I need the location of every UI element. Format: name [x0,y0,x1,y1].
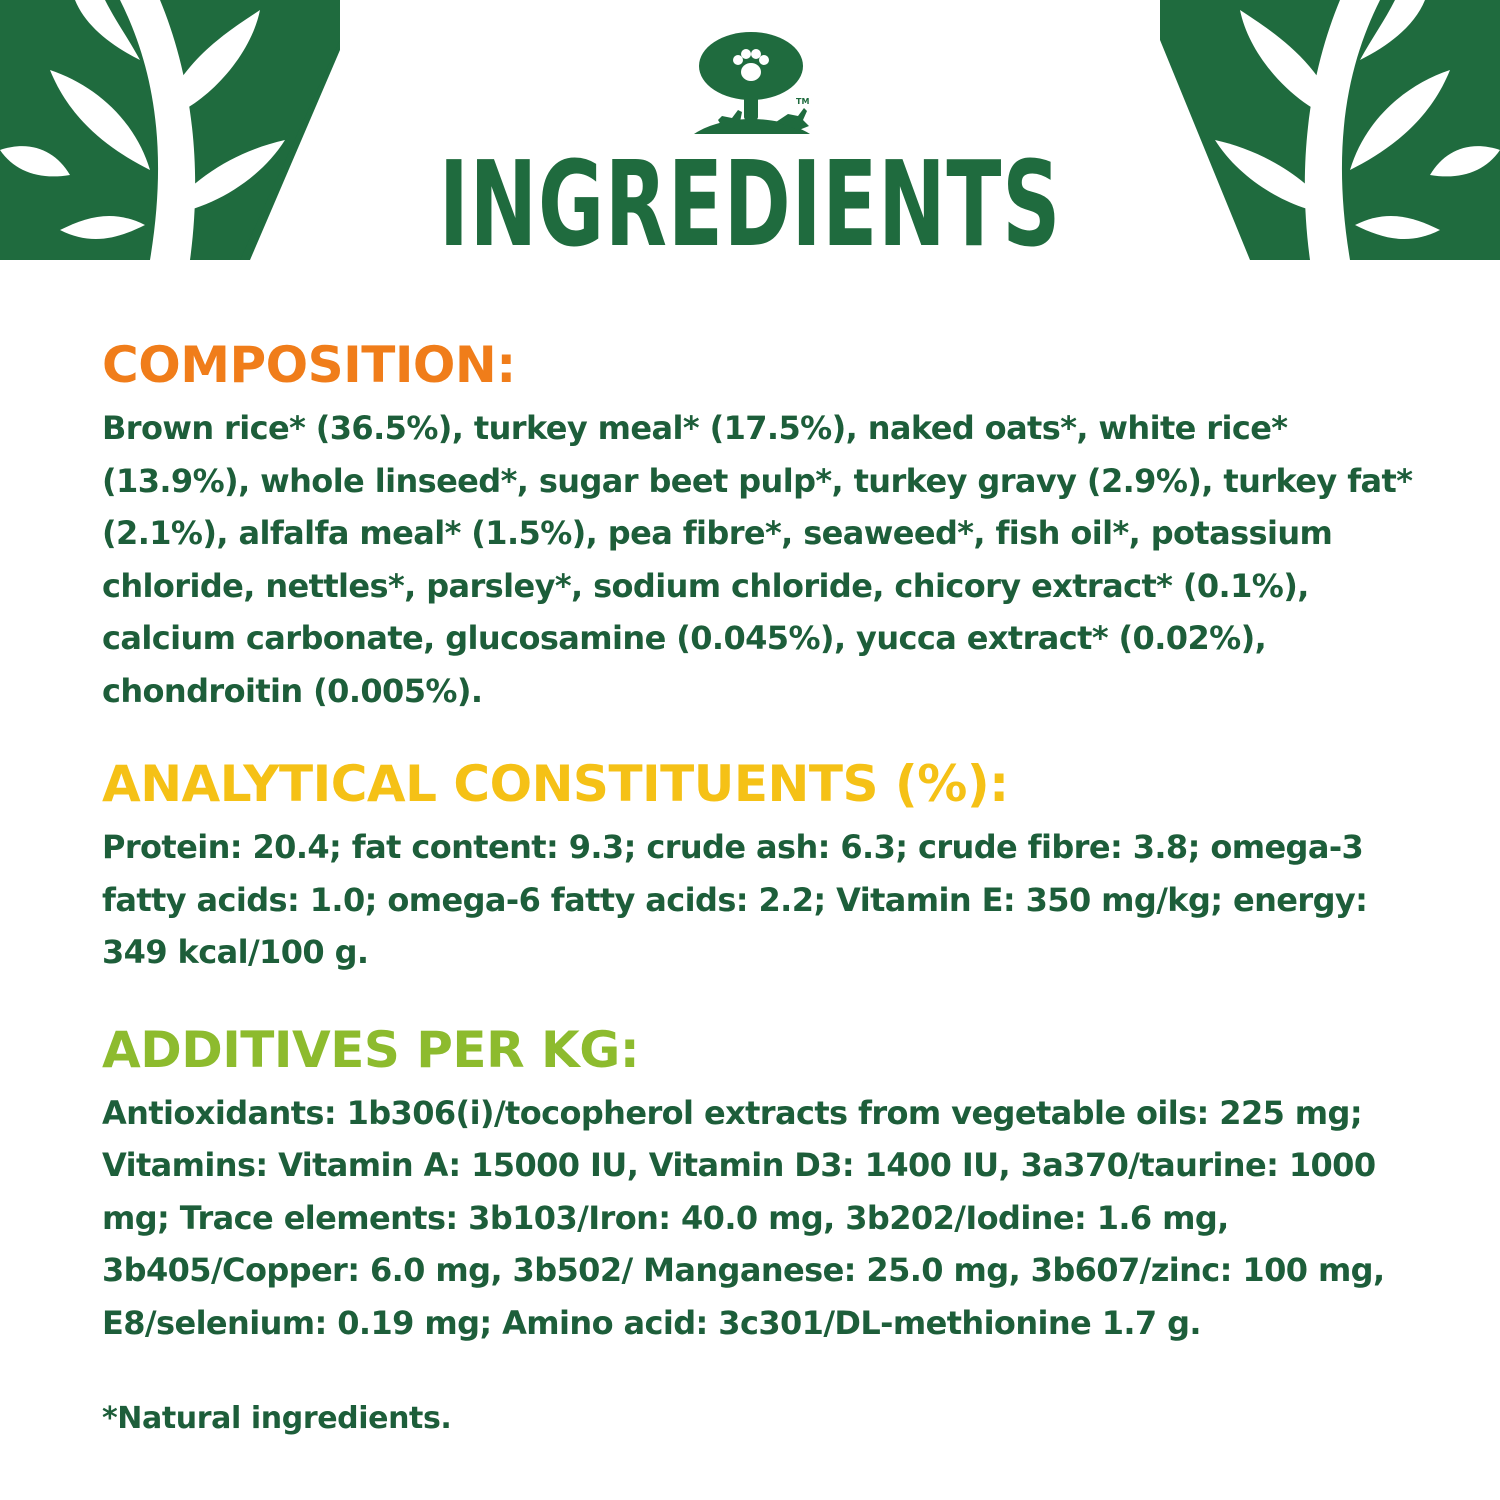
composition-heading: COMPOSITION: [102,336,516,394]
ingredients-content [102,334,1422,1439]
page-title: INGREDIENTS [438,135,1062,273]
analytical-heading: ANALYTICAL CONSTITUENTS (%): [102,755,1009,813]
tree-paw-logo-icon [684,22,818,138]
svg-text:TM: TM [796,97,810,106]
additives-section [102,1019,1422,1350]
additives-text: Antioxidants: 1b306(i)/tocopherol extracts from vegetable oils: 225 mg; Vitamins: Vitamin A: 15000 IU, Vitamin D3: 1400 IU, 3a370/taurine: 1000 mg; Trace elements: 3b103/Iron: 40.0 mg, 3b202/Iodine: 1.6 mg, 3b405/Copper: 6.0 mg, 3b502/ Manganese: 25.0 mg, 3b607/zinc: 100 mg, E8/selenium: 0.19 mg; Amino acid: 3c301/DL-methionine 1.7 g. [102,1093,1385,1342]
analytical-section [102,753,1422,979]
header-band [0,0,1500,273]
analytical-text: Protein: 20.4; fat content: 9.3; crude ash: 6.3; crude fibre: 3.8; omega-3 fatty acids: 1.0; omega-6 fatty acids: 2.2; Vitamin E: 350 mg/kg; energy: 349 kcal/100 g. [102,828,1368,971]
additives-heading: ADDITIVES PER KG: [102,1020,640,1079]
composition-text: Brown rice* (36.5%), turkey meal* (17.5%), naked oats*, white rice* (13.9%), whole linseed*, sugar beet pulp*, turkey gravy (2.9%), turkey fat* (2.1%), alfalfa meal* (1.5%), pea fibre*, seaweed*, fish oil*, potassium chloride, nettles*, parsley*, sodium chloride, chicory extract* (0.1%), calcium carbonate, glucosamine (0.045%), yucca extract* (0.02%), chondroitin (0.005%). [102,409,1413,710]
footnote: *Natural ingredients. [102,1401,452,1436]
composition-section [102,334,1422,717]
